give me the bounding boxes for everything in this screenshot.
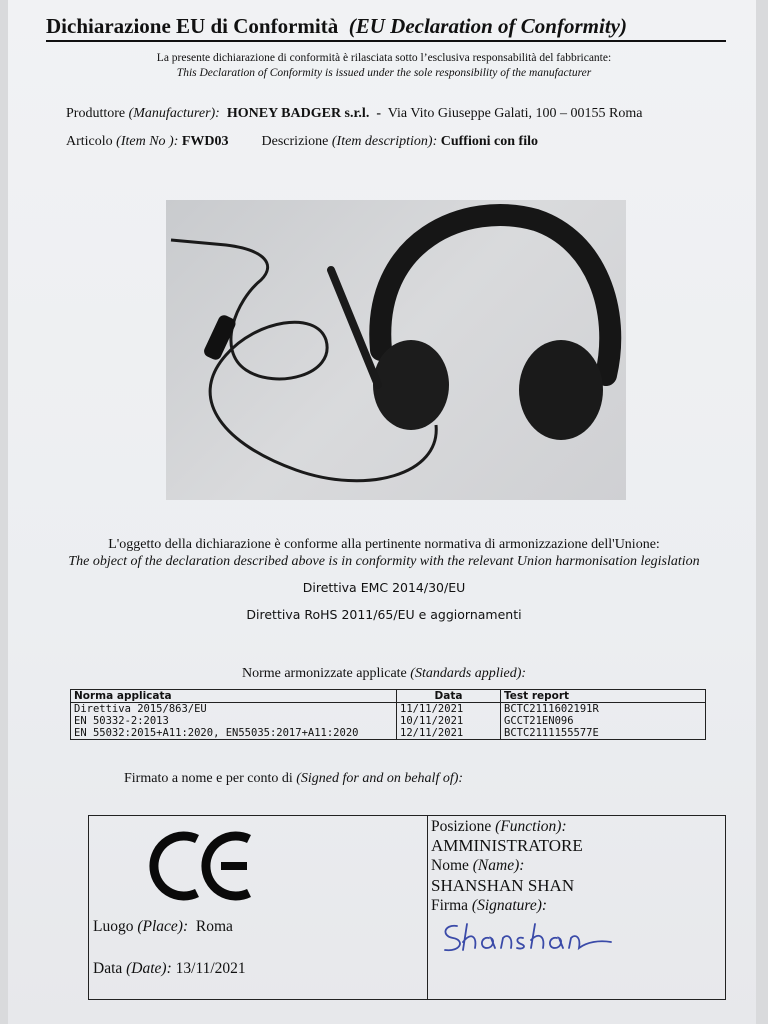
- signature-label: Firma (Signature):: [431, 897, 548, 914]
- date-line: Data (Date): 13/11/2021: [93, 960, 246, 977]
- title-english: (EU Declaration of Conformity): [348, 14, 627, 38]
- date-cell: 11/11/2021 10/11/2021 12/11/2021: [397, 703, 501, 740]
- document-title: [46, 14, 726, 42]
- responsibility-italian: La presente dichiarazione di conformità è rilasciata sotto l’esclusiva responsabilità del fabbricante:: [156, 52, 612, 64]
- ce-mark-logo: [149, 831, 259, 906]
- headset-image: [166, 200, 626, 500]
- item-description: Cuffioni con filo: [440, 134, 538, 149]
- function-label: Posizione (Function):: [431, 818, 567, 835]
- table-row: [71, 703, 706, 740]
- directive-emc: Direttiva EMC 2014/30/EU: [302, 580, 466, 595]
- item-number: FWD03: [181, 134, 229, 149]
- function-value: AMMINISTRATORE: [431, 836, 583, 855]
- column-header-date: Data: [397, 690, 501, 703]
- name-label: Nome (Name):: [431, 857, 525, 874]
- title-italian: Dichiarazione EU di Conformità: [46, 14, 339, 38]
- norm-cell: Direttiva 2015/863/EU EN 50332-2:2013 EN 55032:2015+A11:2020, EN55035:2017+A11:2020: [71, 703, 397, 740]
- date-value: 13/11/2021: [175, 960, 246, 977]
- box-divider: [427, 816, 428, 999]
- conformity-statement-english: The object of the declaration described above is in conformity with the relevant Union harmonisation legislation: [68, 554, 700, 569]
- standards-table: [70, 689, 706, 740]
- manufacturer-name: HONEY BADGER s.r.l.: [226, 106, 370, 121]
- place-value: Roma: [195, 918, 233, 935]
- item-line: Articolo (Item No ): FWD03 Descrizione (Item description): Cuffioni con filo: [66, 134, 538, 149]
- conformity-statement-italian: L'oggetto della dichiarazione è conforme alla pertinente normativa di armonizzazione dell'Unione:: [108, 537, 660, 552]
- name-value: SHANSHAN SHAN: [431, 876, 575, 895]
- manufacturer-line: Produttore (Manufacturer): HONEY BADGER s.r.l. - Via Vito Giuseppe Galati, 100 – 00155 Roma: [66, 106, 643, 121]
- product-photo: [166, 200, 626, 500]
- column-header-norm: Norma applicata: [71, 690, 397, 703]
- signed-on-behalf: Firmato a nome e per conto di (Signed for and on behalf of):: [124, 771, 464, 786]
- manufacturer-address: Via Vito Giuseppe Galati, 100 – 00155 Roma: [387, 106, 643, 121]
- place-line: Luogo (Place): Roma: [93, 918, 233, 935]
- table-header-row: [71, 690, 706, 703]
- directive-rohs: Direttiva RoHS 2011/65/EU e aggiornamenti: [246, 607, 522, 622]
- responsibility-english: This Declaration of Conformity is issued under the sole responsibility of the manufacturer: [176, 67, 592, 79]
- column-header-report: Test report: [501, 690, 706, 703]
- report-cell: BCTC2111602191R GCCT21EN096 BCTC2111155577E: [501, 703, 706, 740]
- signature-box: [88, 815, 726, 1000]
- standards-heading: Norme armonizzate applicate (Standards applied):: [241, 666, 527, 681]
- handwritten-signature: [439, 918, 619, 963]
